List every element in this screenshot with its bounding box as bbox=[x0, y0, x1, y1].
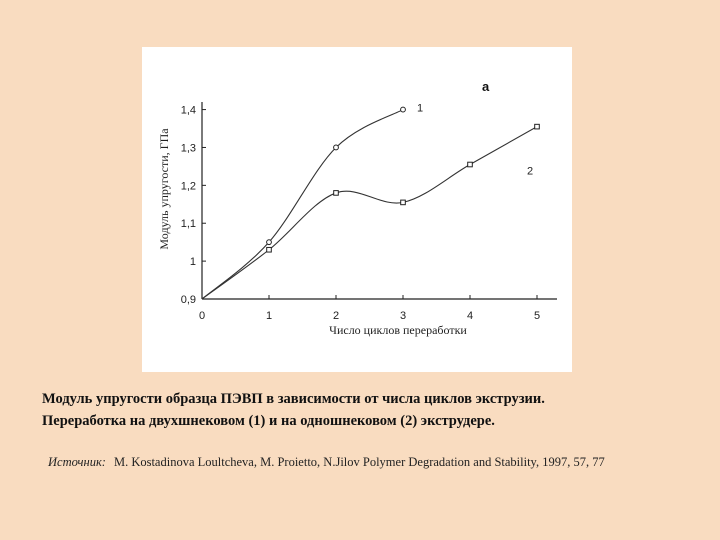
y-tick-label: 1 bbox=[189, 256, 196, 269]
y-tick-label: 1,2 bbox=[180, 180, 196, 193]
series-2-label: 2 bbox=[527, 165, 534, 178]
panel-label: а bbox=[482, 79, 490, 94]
x-axis-label: Число циклов переработки bbox=[329, 323, 467, 337]
ticks bbox=[180, 102, 541, 322]
y-tick-label: 0,9 bbox=[180, 294, 196, 306]
series-1-point bbox=[401, 107, 406, 112]
series-1-line bbox=[202, 110, 403, 299]
series-2-point bbox=[468, 162, 473, 167]
caption-line-1: Модуль упругости образца ПЭВП в зависимости от числа циклов экструзии. bbox=[42, 391, 545, 407]
source-citation bbox=[48, 455, 708, 470]
y-tick-label: 1,3 bbox=[180, 142, 196, 155]
source-text: M. Kostadinova Loultcheva, M. Proietto, N.Jilov Polymer Degradation and Stability, 1997, 57, 77 bbox=[113, 455, 605, 469]
series bbox=[202, 103, 539, 299]
x-tick-label: 0 bbox=[198, 310, 206, 322]
y-axis-label: Модуль упругости, ГПа bbox=[157, 128, 171, 250]
x-tick-label: 1 bbox=[265, 310, 273, 322]
x-tick-label: 3 bbox=[399, 310, 407, 322]
series-2-line bbox=[202, 127, 537, 299]
source-label: Источник: bbox=[48, 455, 106, 469]
x-tick-label: 5 bbox=[533, 310, 541, 322]
y-tick-label: 1,1 bbox=[180, 218, 196, 231]
series-2-point bbox=[535, 124, 540, 129]
series-1-point bbox=[334, 145, 339, 150]
caption-line-2: Переработка на двухшнековом (1) и на одношнековом (2) экструдере. bbox=[42, 413, 495, 429]
axes bbox=[202, 102, 557, 299]
series-1-label: 1 bbox=[417, 102, 424, 115]
series-2-point bbox=[334, 191, 339, 196]
y-tick-label: 1,4 bbox=[180, 104, 196, 117]
figure-caption bbox=[42, 388, 702, 432]
series-2-point bbox=[401, 200, 406, 205]
x-tick-label: 2 bbox=[332, 310, 340, 322]
chart-svg bbox=[142, 47, 572, 372]
chart-figure bbox=[142, 47, 572, 372]
x-tick-label: 4 bbox=[466, 310, 474, 322]
series-2-point bbox=[267, 247, 272, 252]
series-1-point bbox=[267, 240, 272, 245]
